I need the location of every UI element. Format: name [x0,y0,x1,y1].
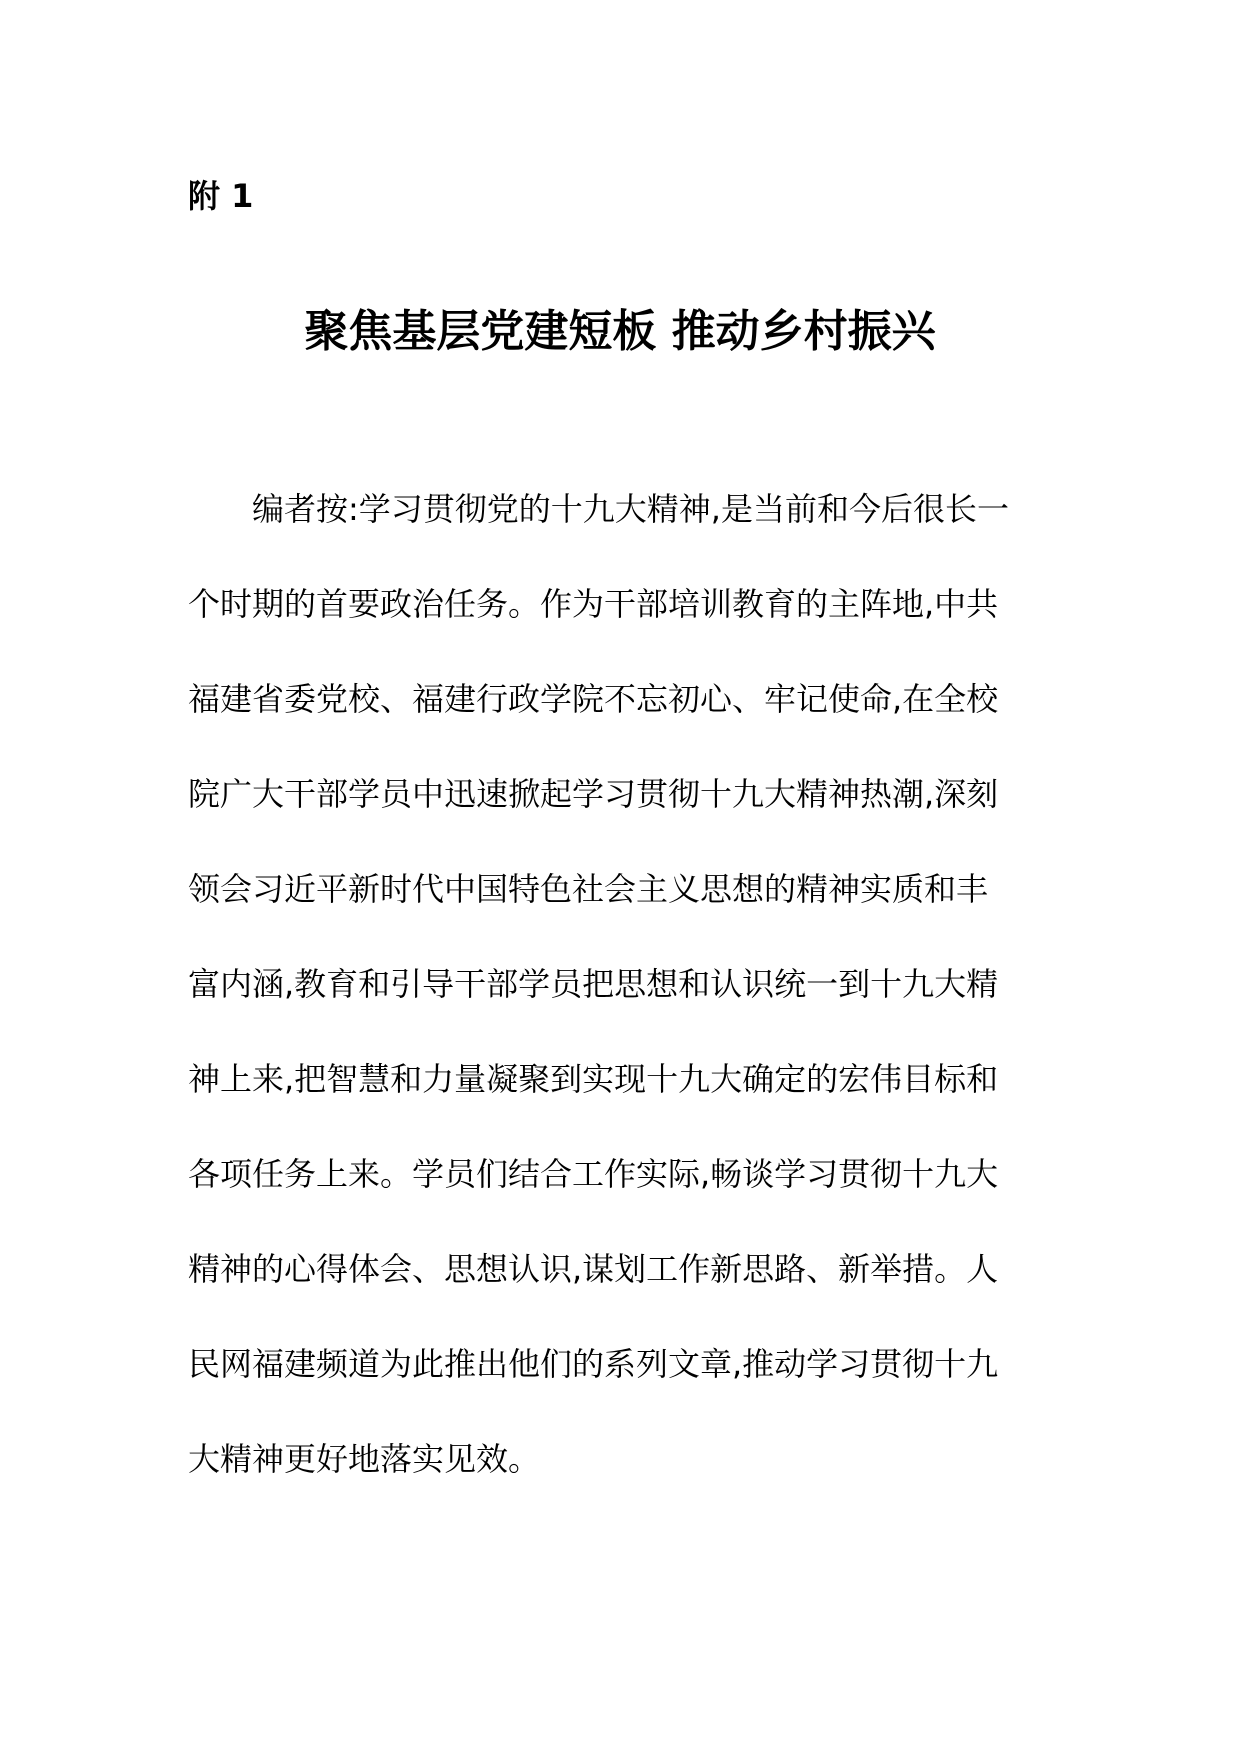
annex-label: 附 1 [188,177,254,215]
paragraph-line: 领会习近平新时代中国特色社会主义思想的精神实质和丰 [188,870,989,908]
paragraph-line: 编者按:学习贯彻党的十九大精神,是当前和今后很长一 [252,490,1009,528]
document-title: 聚焦基层党建短板 推动乡村振兴 [304,306,936,357]
paragraph-line: 富内涵,教育和引导干部学员把思想和认识统一到十九大精 [188,965,999,1003]
paragraph-line: 民网福建频道为此推出他们的系列文章,推动学习贯彻十九 [188,1345,999,1383]
paragraph-line: 精神的心得体会、思想认识,谋划工作新思路、新举措。人 [188,1250,999,1288]
paragraph-line: 大精神更好地落实见效。 [188,1440,541,1478]
paragraph-line: 福建省委党校、福建行政学院不忘初心、牢记使命,在全校 [188,680,999,718]
paragraph-line: 神上来,把智慧和力量凝聚到实现十九大确定的宏伟目标和 [188,1060,999,1098]
paragraph-line: 各项任务上来。学员们结合工作实际,畅谈学习贯彻十九大 [188,1155,999,1193]
paragraph-line: 个时期的首要政治任务。作为干部培训教育的主阵地,中共 [188,585,999,623]
paragraph-line: 院广大干部学员中迅速掀起学习贯彻十九大精神热潮,深刻 [188,775,999,813]
